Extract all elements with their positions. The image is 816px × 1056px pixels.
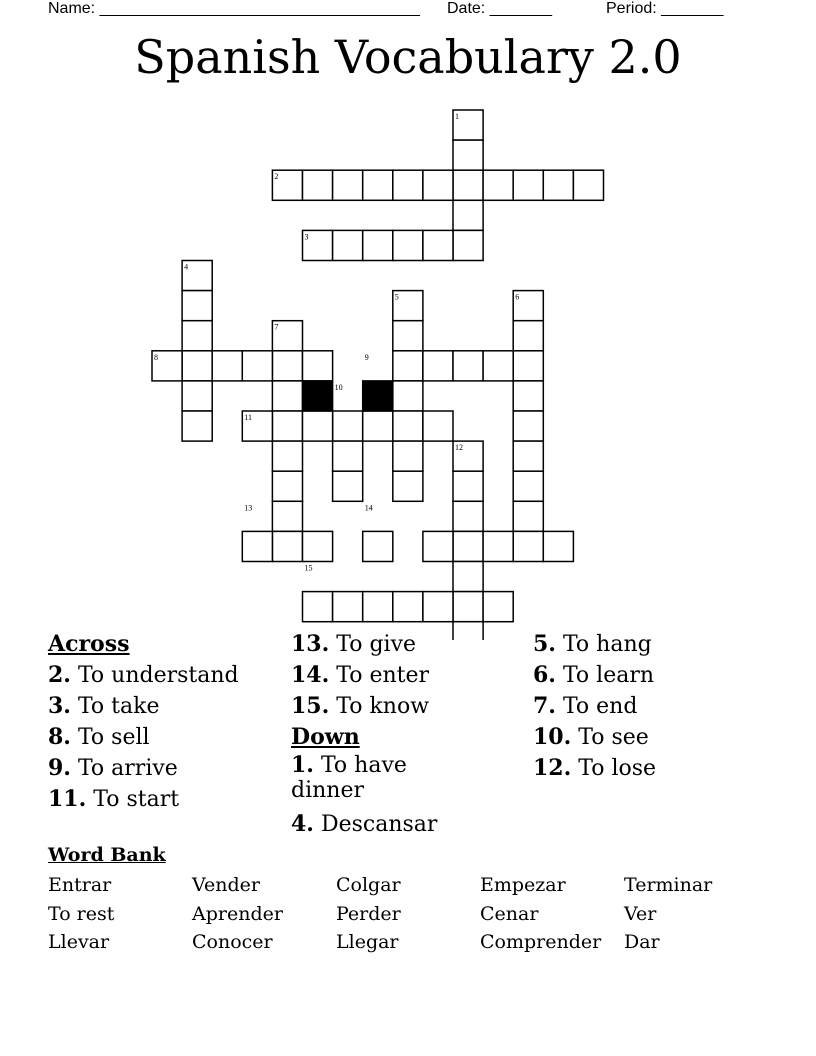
date-field[interactable]: Date: _______ <box>447 0 552 17</box>
clue-number-label: 7. <box>533 693 556 719</box>
clue-number: 2 <box>274 172 279 182</box>
grid-cell[interactable] <box>483 351 513 381</box>
grid-cell[interactable] <box>543 170 573 200</box>
word-bank-item: Comprender <box>480 931 602 953</box>
clue-number: 10 <box>334 382 343 392</box>
grid-cell[interactable] <box>453 501 483 531</box>
clue-text: To start <box>86 787 180 812</box>
word-bank-item: Llevar <box>48 931 110 953</box>
grid-cell[interactable] <box>453 351 483 381</box>
clue <box>291 660 481 691</box>
grid-cell[interactable] <box>393 441 423 471</box>
grid-cell[interactable] <box>272 411 302 441</box>
down-heading: Down <box>291 724 360 750</box>
grid-cell[interactable] <box>453 200 483 230</box>
grid-cell[interactable] <box>513 501 543 531</box>
down-clue-list-continued <box>533 629 763 784</box>
grid-cell[interactable] <box>393 592 423 622</box>
clue <box>533 753 763 784</box>
grid-cell[interactable] <box>543 531 573 561</box>
clue-number: 7 <box>274 322 279 332</box>
clue-number-label: 10. <box>533 724 572 750</box>
grid-cell[interactable] <box>453 140 483 170</box>
grid-cell[interactable] <box>573 170 603 200</box>
grid-cell[interactable] <box>513 471 543 501</box>
clue-number-label: 3. <box>48 693 71 719</box>
grid-cell[interactable] <box>393 411 423 441</box>
grid-cell[interactable] <box>182 381 212 411</box>
word-bank-item: Dar <box>624 931 660 953</box>
grid-cell[interactable] <box>423 170 453 200</box>
clue <box>48 660 278 691</box>
clue-number: 9 <box>364 352 369 362</box>
grid-cell[interactable] <box>513 381 543 411</box>
clue-text: To know <box>329 694 430 719</box>
clue-text: To give <box>329 632 417 657</box>
down-clue-list <box>291 753 481 840</box>
clue-text: To arrive <box>70 756 178 781</box>
grid-cell[interactable] <box>303 531 333 561</box>
word-bank-item: Perder <box>336 903 401 925</box>
clue <box>291 753 481 803</box>
grid-cell[interactable] <box>333 441 363 471</box>
clues-column-1 <box>48 629 278 815</box>
clue-number-label: 11. <box>48 786 87 812</box>
clue-number-label: 5. <box>533 631 556 657</box>
grid-cell[interactable] <box>182 321 212 351</box>
clue <box>48 753 278 784</box>
clue <box>291 809 481 840</box>
clue-number: 12 <box>455 443 463 453</box>
clue-text: To sell <box>70 725 150 750</box>
grid-cell[interactable] <box>303 351 333 381</box>
name-field[interactable]: Name: ____________________________________ <box>48 0 420 17</box>
clue-text: To lose <box>571 756 657 781</box>
word-bank-item: Terminar <box>624 874 713 896</box>
grid-cell[interactable] <box>423 592 453 622</box>
grid-cell[interactable] <box>423 531 453 561</box>
grid-cell[interactable] <box>513 170 543 200</box>
grid-cell[interactable] <box>393 351 423 381</box>
clue <box>48 722 278 753</box>
grid-cell[interactable] <box>272 351 302 381</box>
grid-cell[interactable] <box>513 351 543 381</box>
grid-cell[interactable] <box>242 531 272 561</box>
grid-cell[interactable] <box>272 441 302 471</box>
grid-cell[interactable] <box>393 321 423 351</box>
clue-text: To understand <box>70 663 239 688</box>
grid-cell[interactable] <box>513 531 543 561</box>
grid-cell[interactable] <box>483 592 513 622</box>
clue-number-label: 2. <box>48 662 71 688</box>
clue-number: 6 <box>515 292 520 302</box>
grid-cell[interactable] <box>333 592 363 622</box>
clue-number-label: 15. <box>291 693 330 719</box>
grid-cell[interactable] <box>303 411 333 441</box>
grid-cell[interactable] <box>242 351 272 381</box>
grid-cell[interactable] <box>513 411 543 441</box>
grid-cell[interactable] <box>333 471 363 501</box>
clue-text: To learn <box>555 663 655 688</box>
grid-cell[interactable] <box>363 592 393 622</box>
clue <box>533 722 763 753</box>
grid-cell[interactable] <box>393 230 423 260</box>
grid-cell[interactable] <box>423 411 453 441</box>
grid-cell[interactable] <box>393 471 423 501</box>
grid-cell[interactable] <box>182 351 212 381</box>
clues-column-3 <box>533 629 763 784</box>
word-bank-item: Empezar <box>480 874 566 896</box>
clue-number-label: 1. <box>291 752 314 778</box>
black-square <box>303 381 333 411</box>
grid-cell[interactable] <box>453 592 483 622</box>
clue <box>533 691 763 722</box>
word-bank-item: Entrar <box>48 874 112 896</box>
word-bank-item: Conocer <box>192 931 273 953</box>
grid-cell[interactable] <box>513 441 543 471</box>
clue-number: 1 <box>455 112 459 121</box>
grid-cell[interactable] <box>453 230 483 260</box>
grid-cell[interactable] <box>393 381 423 411</box>
clue-number: 3 <box>304 232 309 242</box>
clue <box>533 660 763 691</box>
across-clue-list-continued <box>291 629 481 722</box>
clue <box>48 691 278 722</box>
clue-number-label: 8. <box>48 724 71 750</box>
clues-column-2 <box>291 629 481 840</box>
word-bank-item: Llegar <box>336 931 399 953</box>
clue-number: 8 <box>154 352 158 362</box>
grid-cell[interactable] <box>483 170 513 200</box>
grid-cell[interactable] <box>423 351 453 381</box>
page-title: Spanish Vocabulary 2.0 <box>134 30 682 84</box>
grid-cell[interactable] <box>272 381 302 411</box>
grid-cell[interactable] <box>333 170 363 200</box>
clue-number: 15 <box>304 563 313 573</box>
word-bank-item: Cenar <box>480 903 539 925</box>
word-bank-item: Aprender <box>192 903 283 925</box>
grid-cell[interactable] <box>182 291 212 321</box>
word-bank-item: Ver <box>624 903 657 925</box>
grid-cell[interactable] <box>212 351 242 381</box>
clue-text: To take <box>70 694 160 719</box>
clue <box>533 629 763 660</box>
grid-cell[interactable] <box>182 411 212 441</box>
clue-text: To end <box>555 694 638 719</box>
grid-cell[interactable] <box>453 562 483 592</box>
grid-cell[interactable] <box>363 411 393 441</box>
grid-cell[interactable] <box>453 471 483 501</box>
clue-number-label: 6. <box>533 662 556 688</box>
grid-cell[interactable] <box>363 170 393 200</box>
grid-cell[interactable] <box>303 170 333 200</box>
grid-cell[interactable] <box>333 230 363 260</box>
word-bank-title: Word Bank <box>48 844 166 866</box>
clue-text: To enter <box>329 663 430 688</box>
grid-cell[interactable] <box>303 592 333 622</box>
clue-text: To have dinner <box>291 753 407 803</box>
clue-number: 14 <box>364 503 373 513</box>
word-bank-item: To rest <box>48 903 115 925</box>
grid-cell[interactable] <box>483 531 513 561</box>
grid-cell[interactable] <box>423 230 453 260</box>
clue-number: 4 <box>184 262 189 272</box>
clue-text: Descansar <box>313 812 438 837</box>
grid-cell[interactable] <box>393 170 423 200</box>
grid-cell[interactable] <box>453 170 483 200</box>
word-bank-item: Vender <box>192 874 260 896</box>
grid-cell[interactable] <box>363 230 393 260</box>
clue-number-label: 4. <box>291 811 314 837</box>
clue-number-label: 13. <box>291 631 330 657</box>
grid-cell[interactable] <box>513 321 543 351</box>
grid-cell[interactable] <box>363 531 393 561</box>
across-heading: Across <box>48 631 130 657</box>
clue-text: To see <box>571 725 649 750</box>
grid-cell[interactable] <box>333 411 363 441</box>
clue <box>291 691 481 722</box>
word-bank-item: Colgar <box>336 874 401 896</box>
black-square <box>363 381 393 411</box>
grid-cell[interactable] <box>453 531 483 561</box>
clue-number-label: 9. <box>48 755 71 781</box>
clue-number: 13 <box>244 503 253 513</box>
grid-cell[interactable] <box>272 501 302 531</box>
clue-text: To hang <box>555 632 652 657</box>
grid-cell[interactable] <box>272 531 302 561</box>
clue-number-label: 14. <box>291 662 330 688</box>
clue-number: 5 <box>394 292 399 302</box>
across-clue-list <box>48 660 278 815</box>
clue <box>48 784 278 815</box>
clue <box>291 629 481 660</box>
period-field[interactable]: Period: _______ <box>606 0 724 17</box>
clue-number: 11 <box>244 413 253 422</box>
grid-cell[interactable] <box>272 471 302 501</box>
clue-number-label: 12. <box>533 755 572 781</box>
